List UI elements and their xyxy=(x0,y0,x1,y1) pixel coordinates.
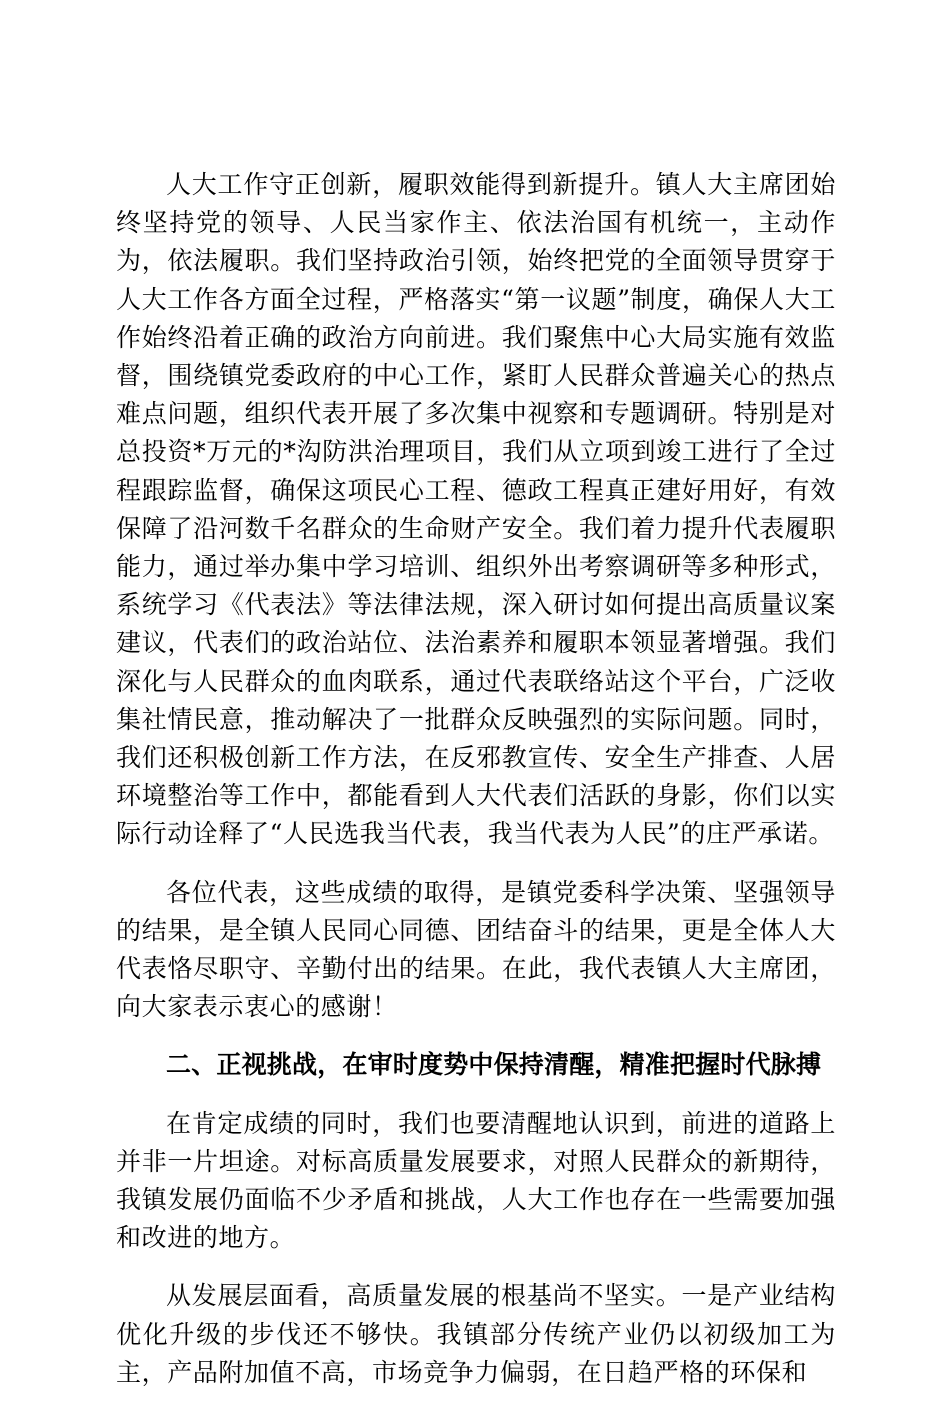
paragraph-npc-work: 人大工作守正创新，履职效能得到新提升。镇人大主席团始终坚持党的领导、人民当家作主、依法治国有机统一，主动作为，依法履职。我们坚持政治引领，始终把党的全面领导贯穿于人大工作各方面全过程，严格落实“第一议题”制度，确保人大工作始终沿着正确的政治方向前进。我们聚焦中心大局实施有效监督，围绕镇党委政府的中心工作，紧盯人民群众普遍关心的热点难点问题，组织代表开展了多次集中视察和专题调研。特别是对总投资*万元的*沟防洪治理项目，我们从立项到竣工进行了全过程跟踪监督，确保这项民心工程、德政工程真正建好用好，有效保障了沿河数千名群众的生命财产安全。我们着力提升代表履职能力，通过举办集中学习培训、组织外出考察调研等多种形式，系统学习《代表法》等法律法规，深入研讨如何提出高质量议案建议，代表们的政治站位、法治素养和履职本领显著增强。我们深化与人民群众的血肉联系，通过代表联络站这个平台，广泛收集社情民意，推动解决了一批群众反映强烈的实际问题。同时，我们还积极创新工作方法，在反邪教宣传、安全生产排查、人居环境整治等工作中，都能看到人大代表们活跃的身影，你们以实际行动诠释了“人民选我当代表，我当代表为人民”的庄严承诺。 xyxy=(116,170,836,849)
document-body xyxy=(116,166,836,1412)
paragraph-development-level: 从发展层面看，高质量发展的根基尚不坚实。一是产业结构优化升级的步伐还不够快。我镇部分传统产业仍以初级加工为主，产品附加值不高，市场竞争力偏弱，在日趋严格的环保和 xyxy=(116,1281,836,1387)
paragraph-thanks: 各位代表，这些成绩的取得，是镇党委科学决策、坚强领导的结果，是全镇人民同心同德、团结奋斗的结果，更是全体人大代表恪尽职守、辛勤付出的结果。在此，我代表镇人大主席团，向大家表示衷心的感谢！ xyxy=(116,877,836,1022)
paragraph-challenges-intro: 在肯定成绩的同时，我们也要清醒地认识到，前进的道路上并非一片坦途。对标高质量发展要求，对照人民群众的新期待，我镇发展仍面临不少矛盾和挑战，人大工作也存在一些需要加强和改进的地方。 xyxy=(116,1108,836,1253)
section-heading: 二、正视挑战，在审时度势中保持清醒，精准把握时代脉搏 xyxy=(166,1050,822,1080)
